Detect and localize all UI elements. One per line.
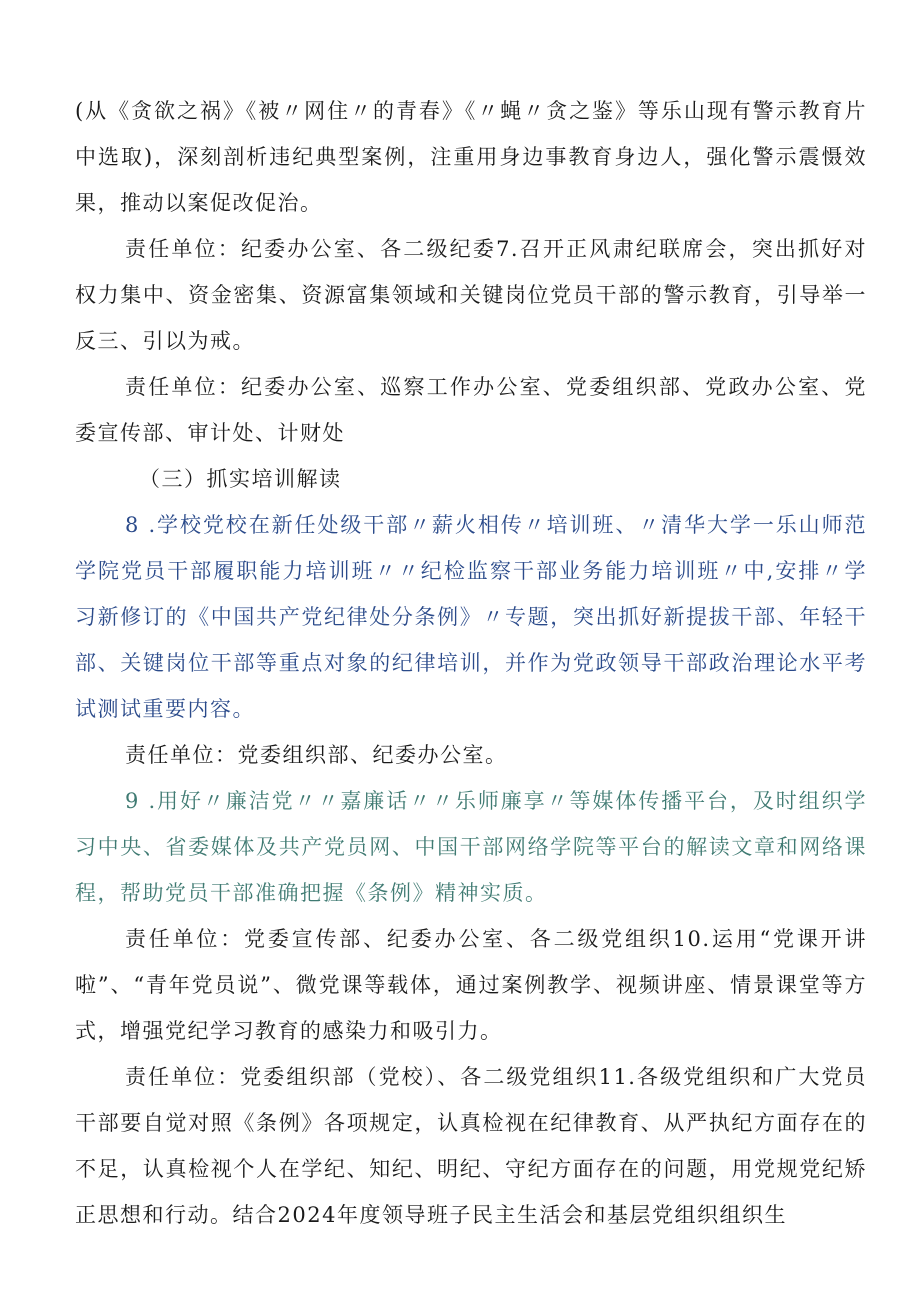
paragraph-responsibility-item10: 责任单位：党委宣传部、纪委办公室、各二级党组织10.运用“党课开讲啦”、“青年党员说”、微党课等载体，通过案例教学、视频讲座、情景课堂等方式，增强党纪学习教育的感染力和吸引力。 [75, 927, 867, 1043]
paragraph-item9-media: 9 .用好〃廉洁党〃〃嘉廉话〃〃乐师廉享〃等媒体传播平台，及时组织学习中央、省委媒体及共产党员网、中国干部网络学院等平台的解读文章和网络课程，帮助党员干部准确把握《条例》精神实质。 [75, 789, 867, 905]
paragraph-case-sources: (从《贪欲之祸》《被〃网住〃的青春》《〃蝇〃贪之鉴》等乐山现有警示教育片中选取)，深刻剖析违纪典型案例，注重用身边事教育身边人，强化警示震慑效果，推动以案促改促治。 [75, 99, 867, 215]
paragraph-responsibility-item7: 责任单位：纪委办公室、各二级纪委7.召开正风肃纪联席会，突出抓好对权力集中、资金密集、资源富集领域和关键岗位党员干部的警示教育，引导举一反三、引以为戒。 [75, 237, 867, 353]
section-heading-training: （三）抓实培训解读 [139, 467, 342, 491]
paragraph-item8-training: 8 .学校党校在新任处级干部〃薪火相传〃培训班、〃清华大学一乐山师范学院党员干部履职能力培训班〃〃纪检监察干部业务能力培训班〃中,安排〃学习新修订的《中国共产党纪律处分条例》〃专题，突出抓好新提拔干部、年轻干部、关键岗位干部等重点对象的纪律培训，并作为党政领导干部政治理论水平考试测试重要内容。 [75, 513, 867, 721]
paragraph-responsibility-units: 责任单位：纪委办公室、巡察工作办公室、党委组织部、党政办公室、党委宣传部、审计处、计财处 [75, 375, 867, 445]
paragraph-responsibility-item8: 责任单位：党委组织部、纪委办公室。 [125, 743, 508, 767]
document-body [75, 88, 867, 1238]
paragraph-responsibility-item11: 责任单位：党委组织部（党校）、各二级党组织11.各级党组织和广大党员干部要自觉对照《条例》各项规定，认真检视在纪律教育、从严执纪方面存在的不足，认真检视个人在学纪、知纪、明纪、守纪方面存在的问题，用党规党纪矫正思想和行动。结合2024年度领导班子民主生活会和基层党组织组织生 [75, 1065, 867, 1227]
